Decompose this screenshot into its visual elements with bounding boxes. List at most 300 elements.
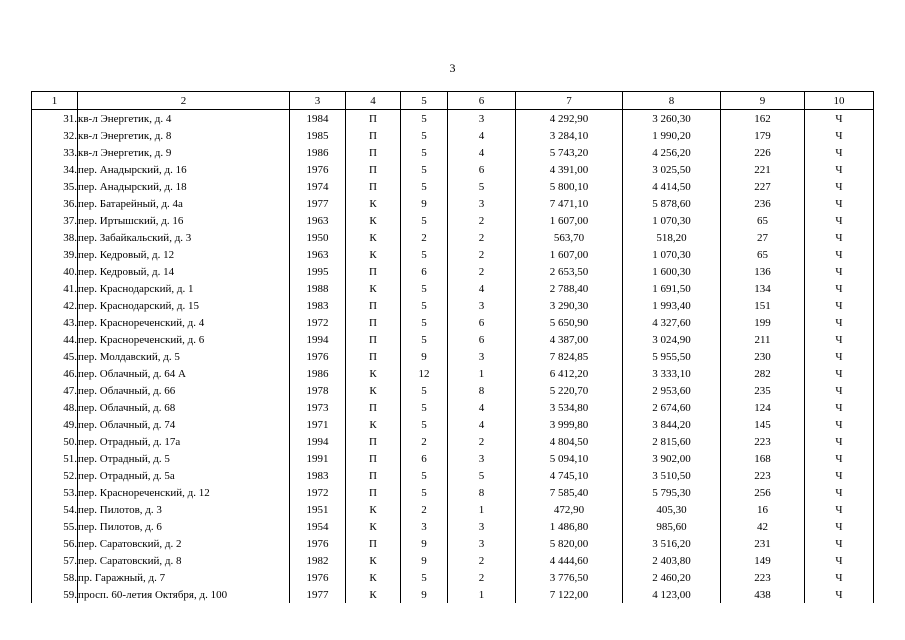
cell-address: пер. Анадырский, д. 18 — [78, 178, 290, 195]
table-row — [32, 297, 874, 314]
table-row — [32, 348, 874, 365]
cell-ownership-type: Ч — [805, 246, 874, 263]
table-row — [32, 484, 874, 501]
cell-entrances: 4 — [448, 127, 516, 144]
cell-floors: 5 — [401, 314, 448, 331]
cell-ownership-type: Ч — [805, 399, 874, 416]
cell-row-number: 53. — [32, 484, 78, 501]
table-body — [32, 110, 874, 604]
cell-entrances: 3 — [448, 450, 516, 467]
cell-address: пер. Иртышский, д. 16 — [78, 212, 290, 229]
cell-wall-material: П — [346, 144, 401, 161]
cell-living-area: 4 123,00 — [623, 586, 721, 603]
cell-address: пер. Облачный, д. 74 — [78, 416, 290, 433]
cell-entrances: 2 — [448, 212, 516, 229]
cell-wall-material: П — [346, 331, 401, 348]
cell-row-number: 44. — [32, 331, 78, 348]
cell-living-area: 1 070,30 — [623, 212, 721, 229]
cell-residents: 199 — [721, 314, 805, 331]
cell-row-number: 48. — [32, 399, 78, 416]
cell-floors: 5 — [401, 110, 448, 128]
cell-living-area: 2 953,60 — [623, 382, 721, 399]
cell-ownership-type: Ч — [805, 569, 874, 586]
cell-address: просп. 60-летия Октября, д. 100 — [78, 586, 290, 603]
cell-total-area: 3 534,80 — [516, 399, 623, 416]
cell-year-built: 1971 — [290, 416, 346, 433]
cell-wall-material: К — [346, 212, 401, 229]
cell-entrances: 8 — [448, 484, 516, 501]
cell-year-built: 1977 — [290, 195, 346, 212]
cell-residents: 211 — [721, 331, 805, 348]
cell-row-number: 54. — [32, 501, 78, 518]
cell-year-built: 1974 — [290, 178, 346, 195]
cell-row-number: 50. — [32, 433, 78, 450]
cell-row-number: 36. — [32, 195, 78, 212]
cell-year-built: 1973 — [290, 399, 346, 416]
table-row — [32, 127, 874, 144]
column-header: 10 — [805, 92, 874, 110]
cell-total-area: 2 653,50 — [516, 263, 623, 280]
cell-address: пер. Облачный, д. 66 — [78, 382, 290, 399]
cell-total-area: 7 471,10 — [516, 195, 623, 212]
cell-wall-material: К — [346, 569, 401, 586]
table-row — [32, 552, 874, 569]
cell-residents: 226 — [721, 144, 805, 161]
cell-residents: 124 — [721, 399, 805, 416]
cell-row-number: 52. — [32, 467, 78, 484]
table-row — [32, 110, 874, 128]
cell-address: кв-л Энергетик, д. 4 — [78, 110, 290, 128]
cell-floors: 9 — [401, 195, 448, 212]
cell-wall-material: К — [346, 416, 401, 433]
cell-ownership-type: Ч — [805, 263, 874, 280]
cell-ownership-type: Ч — [805, 127, 874, 144]
cell-living-area: 1 691,50 — [623, 280, 721, 297]
cell-ownership-type: Ч — [805, 229, 874, 246]
cell-address: пер. Пилотов, д. 3 — [78, 501, 290, 518]
cell-living-area: 3 333,10 — [623, 365, 721, 382]
cell-entrances: 2 — [448, 569, 516, 586]
cell-total-area: 5 220,70 — [516, 382, 623, 399]
cell-entrances: 1 — [448, 501, 516, 518]
cell-residents: 236 — [721, 195, 805, 212]
cell-row-number: 40. — [32, 263, 78, 280]
cell-address: пер. Саратовский, д. 8 — [78, 552, 290, 569]
cell-year-built: 1950 — [290, 229, 346, 246]
cell-residents: 256 — [721, 484, 805, 501]
cell-wall-material: К — [346, 246, 401, 263]
cell-residents: 235 — [721, 382, 805, 399]
cell-entrances: 2 — [448, 246, 516, 263]
cell-row-number: 32. — [32, 127, 78, 144]
column-header: 8 — [623, 92, 721, 110]
cell-entrances: 6 — [448, 161, 516, 178]
cell-address: пер. Батарейный, д. 4а — [78, 195, 290, 212]
table-row — [32, 535, 874, 552]
cell-row-number: 49. — [32, 416, 78, 433]
cell-total-area: 5 743,20 — [516, 144, 623, 161]
cell-entrances: 6 — [448, 331, 516, 348]
cell-residents: 282 — [721, 365, 805, 382]
cell-living-area: 1 600,30 — [623, 263, 721, 280]
cell-row-number: 42. — [32, 297, 78, 314]
cell-total-area: 563,70 — [516, 229, 623, 246]
cell-wall-material: К — [346, 586, 401, 603]
cell-residents: 223 — [721, 569, 805, 586]
cell-wall-material: П — [346, 433, 401, 450]
cell-entrances: 3 — [448, 535, 516, 552]
table-row — [32, 569, 874, 586]
cell-wall-material: П — [346, 127, 401, 144]
cell-living-area: 3 260,30 — [623, 110, 721, 128]
cell-living-area: 3 024,90 — [623, 331, 721, 348]
cell-floors: 6 — [401, 450, 448, 467]
column-header: 3 — [290, 92, 346, 110]
cell-entrances: 5 — [448, 178, 516, 195]
cell-entrances: 3 — [448, 348, 516, 365]
table-row — [32, 586, 874, 603]
cell-year-built: 1982 — [290, 552, 346, 569]
cell-entrances: 5 — [448, 467, 516, 484]
cell-living-area: 3 516,20 — [623, 535, 721, 552]
cell-address: пер. Облачный, д. 64 А — [78, 365, 290, 382]
cell-residents: 162 — [721, 110, 805, 128]
cell-ownership-type: Ч — [805, 195, 874, 212]
cell-address: кв-л Энергетик, д. 8 — [78, 127, 290, 144]
cell-address: пер. Отрадный, д. 5а — [78, 467, 290, 484]
cell-row-number: 57. — [32, 552, 78, 569]
column-header: 7 — [516, 92, 623, 110]
cell-wall-material: К — [346, 518, 401, 535]
cell-ownership-type: Ч — [805, 297, 874, 314]
cell-year-built: 1972 — [290, 314, 346, 331]
cell-residents: 231 — [721, 535, 805, 552]
cell-address: пер. Облачный, д. 68 — [78, 399, 290, 416]
cell-ownership-type: Ч — [805, 212, 874, 229]
table-row — [32, 246, 874, 263]
cell-ownership-type: Ч — [805, 467, 874, 484]
cell-row-number: 55. — [32, 518, 78, 535]
cell-total-area: 2 788,40 — [516, 280, 623, 297]
cell-floors: 5 — [401, 212, 448, 229]
table-row — [32, 314, 874, 331]
cell-total-area: 3 776,50 — [516, 569, 623, 586]
cell-year-built: 1963 — [290, 246, 346, 263]
column-header: 9 — [721, 92, 805, 110]
table-row — [32, 178, 874, 195]
cell-ownership-type: Ч — [805, 178, 874, 195]
cell-living-area: 3 902,00 — [623, 450, 721, 467]
cell-address: кв-л Энергетик, д. 9 — [78, 144, 290, 161]
cell-wall-material: П — [346, 110, 401, 128]
cell-wall-material: П — [346, 161, 401, 178]
cell-ownership-type: Ч — [805, 365, 874, 382]
cell-wall-material: К — [346, 501, 401, 518]
cell-floors: 2 — [401, 229, 448, 246]
cell-ownership-type: Ч — [805, 110, 874, 128]
cell-year-built: 1986 — [290, 144, 346, 161]
cell-residents: 223 — [721, 433, 805, 450]
cell-total-area: 1 486,80 — [516, 518, 623, 535]
cell-floors: 5 — [401, 416, 448, 433]
cell-residents: 438 — [721, 586, 805, 603]
column-header: 5 — [401, 92, 448, 110]
cell-wall-material: П — [346, 399, 401, 416]
cell-floors: 5 — [401, 467, 448, 484]
cell-entrances: 2 — [448, 552, 516, 569]
cell-year-built: 1991 — [290, 450, 346, 467]
cell-floors: 5 — [401, 161, 448, 178]
cell-address: пер. Краснореченский, д. 4 — [78, 314, 290, 331]
cell-living-area: 5 955,50 — [623, 348, 721, 365]
table-row — [32, 144, 874, 161]
cell-year-built: 1995 — [290, 263, 346, 280]
cell-ownership-type: Ч — [805, 314, 874, 331]
cell-address: пер. Саратовский, д. 2 — [78, 535, 290, 552]
table-row — [32, 229, 874, 246]
cell-entrances: 3 — [448, 518, 516, 535]
cell-floors: 9 — [401, 552, 448, 569]
cell-row-number: 33. — [32, 144, 78, 161]
cell-wall-material: К — [346, 382, 401, 399]
cell-address: пер. Отрадный, д. 5 — [78, 450, 290, 467]
cell-year-built: 1963 — [290, 212, 346, 229]
cell-row-number: 41. — [32, 280, 78, 297]
housing-registry-table — [31, 91, 874, 603]
cell-wall-material: К — [346, 195, 401, 212]
cell-entrances: 8 — [448, 382, 516, 399]
cell-floors: 5 — [401, 127, 448, 144]
cell-year-built: 1984 — [290, 110, 346, 128]
cell-floors: 2 — [401, 501, 448, 518]
cell-ownership-type: Ч — [805, 144, 874, 161]
cell-total-area: 7 824,85 — [516, 348, 623, 365]
cell-total-area: 4 391,00 — [516, 161, 623, 178]
cell-residents: 221 — [721, 161, 805, 178]
cell-address: пер. Краснореченский, д. 6 — [78, 331, 290, 348]
cell-floors: 5 — [401, 382, 448, 399]
cell-total-area: 4 292,90 — [516, 110, 623, 128]
page-number: 3 — [449, 61, 456, 75]
cell-total-area: 7 585,40 — [516, 484, 623, 501]
cell-residents: 168 — [721, 450, 805, 467]
table-row — [32, 399, 874, 416]
cell-ownership-type: Ч — [805, 535, 874, 552]
cell-row-number: 59. — [32, 586, 78, 603]
cell-entrances: 3 — [448, 195, 516, 212]
cell-living-area: 3 844,20 — [623, 416, 721, 433]
cell-wall-material: П — [346, 314, 401, 331]
cell-floors: 5 — [401, 399, 448, 416]
cell-living-area: 2 403,80 — [623, 552, 721, 569]
cell-floors: 9 — [401, 586, 448, 603]
cell-total-area: 4 444,60 — [516, 552, 623, 569]
cell-floors: 2 — [401, 433, 448, 450]
cell-row-number: 43. — [32, 314, 78, 331]
cell-year-built: 1976 — [290, 569, 346, 586]
cell-address: пер. Кедровый, д. 12 — [78, 246, 290, 263]
cell-year-built: 1983 — [290, 467, 346, 484]
cell-address: пер. Молдавский, д. 5 — [78, 348, 290, 365]
cell-floors: 5 — [401, 246, 448, 263]
cell-residents: 223 — [721, 467, 805, 484]
cell-year-built: 1986 — [290, 365, 346, 382]
cell-floors: 12 — [401, 365, 448, 382]
cell-wall-material: П — [346, 450, 401, 467]
cell-residents: 230 — [721, 348, 805, 365]
cell-living-area: 1 070,30 — [623, 246, 721, 263]
cell-entrances: 2 — [448, 229, 516, 246]
cell-address: пер. Пилотов, д. 6 — [78, 518, 290, 535]
cell-living-area: 3 510,50 — [623, 467, 721, 484]
cell-row-number: 37. — [32, 212, 78, 229]
cell-year-built: 1976 — [290, 348, 346, 365]
cell-total-area: 5 820,00 — [516, 535, 623, 552]
cell-residents: 42 — [721, 518, 805, 535]
cell-residents: 149 — [721, 552, 805, 569]
cell-residents: 65 — [721, 212, 805, 229]
cell-year-built: 1994 — [290, 433, 346, 450]
cell-total-area: 4 387,00 — [516, 331, 623, 348]
table-row — [32, 195, 874, 212]
cell-wall-material: К — [346, 280, 401, 297]
cell-living-area: 1 990,20 — [623, 127, 721, 144]
cell-entrances: 1 — [448, 586, 516, 603]
cell-total-area: 472,90 — [516, 501, 623, 518]
cell-living-area: 3 025,50 — [623, 161, 721, 178]
cell-row-number: 39. — [32, 246, 78, 263]
cell-living-area: 5 795,30 — [623, 484, 721, 501]
cell-row-number: 46. — [32, 365, 78, 382]
cell-entrances: 4 — [448, 144, 516, 161]
table-row — [32, 450, 874, 467]
cell-total-area: 7 122,00 — [516, 586, 623, 603]
cell-year-built: 1954 — [290, 518, 346, 535]
cell-ownership-type: Ч — [805, 161, 874, 178]
cell-living-area: 1 993,40 — [623, 297, 721, 314]
cell-year-built: 1994 — [290, 331, 346, 348]
cell-year-built: 1977 — [290, 586, 346, 603]
cell-residents: 151 — [721, 297, 805, 314]
table-row — [32, 467, 874, 484]
cell-wall-material: П — [346, 484, 401, 501]
cell-floors: 5 — [401, 569, 448, 586]
cell-row-number: 56. — [32, 535, 78, 552]
cell-address: пр. Гаражный, д. 7 — [78, 569, 290, 586]
cell-ownership-type: Ч — [805, 382, 874, 399]
cell-residents: 179 — [721, 127, 805, 144]
cell-wall-material: П — [346, 263, 401, 280]
cell-floors: 5 — [401, 178, 448, 195]
cell-row-number: 47. — [32, 382, 78, 399]
cell-total-area: 5 650,90 — [516, 314, 623, 331]
cell-wall-material: К — [346, 552, 401, 569]
table-header-row — [32, 92, 874, 110]
cell-ownership-type: Ч — [805, 280, 874, 297]
cell-floors: 5 — [401, 331, 448, 348]
table-row — [32, 416, 874, 433]
cell-residents: 227 — [721, 178, 805, 195]
cell-address: пер. Забайкальский, д. 3 — [78, 229, 290, 246]
table-row — [32, 263, 874, 280]
cell-entrances: 3 — [448, 110, 516, 128]
cell-floors: 3 — [401, 518, 448, 535]
cell-residents: 16 — [721, 501, 805, 518]
cell-total-area: 5 094,10 — [516, 450, 623, 467]
cell-row-number: 35. — [32, 178, 78, 195]
cell-year-built: 1978 — [290, 382, 346, 399]
cell-row-number: 31. — [32, 110, 78, 128]
cell-living-area: 2 460,20 — [623, 569, 721, 586]
cell-living-area: 2 815,60 — [623, 433, 721, 450]
cell-year-built: 1976 — [290, 535, 346, 552]
cell-row-number: 34. — [32, 161, 78, 178]
cell-wall-material: П — [346, 297, 401, 314]
cell-living-area: 4 414,50 — [623, 178, 721, 195]
cell-wall-material: П — [346, 535, 401, 552]
cell-living-area: 4 256,20 — [623, 144, 721, 161]
cell-year-built: 1951 — [290, 501, 346, 518]
cell-total-area: 1 607,00 — [516, 246, 623, 263]
cell-entrances: 4 — [448, 280, 516, 297]
cell-entrances: 2 — [448, 433, 516, 450]
cell-living-area: 2 674,60 — [623, 399, 721, 416]
cell-address: пер. Анадырский, д. 16 — [78, 161, 290, 178]
cell-living-area: 5 878,60 — [623, 195, 721, 212]
cell-ownership-type: Ч — [805, 348, 874, 365]
cell-living-area: 518,20 — [623, 229, 721, 246]
cell-entrances: 6 — [448, 314, 516, 331]
cell-address: пер. Отрадный, д. 17а — [78, 433, 290, 450]
cell-ownership-type: Ч — [805, 586, 874, 603]
table-row — [32, 161, 874, 178]
cell-ownership-type: Ч — [805, 518, 874, 535]
cell-entrances: 4 — [448, 416, 516, 433]
column-header: 1 — [32, 92, 78, 110]
cell-entrances: 1 — [448, 365, 516, 382]
cell-ownership-type: Ч — [805, 331, 874, 348]
cell-residents: 134 — [721, 280, 805, 297]
cell-floors: 5 — [401, 297, 448, 314]
column-header: 2 — [78, 92, 290, 110]
cell-entrances: 3 — [448, 297, 516, 314]
cell-floors: 6 — [401, 263, 448, 280]
cell-row-number: 51. — [32, 450, 78, 467]
cell-wall-material: К — [346, 229, 401, 246]
cell-year-built: 1976 — [290, 161, 346, 178]
cell-year-built: 1988 — [290, 280, 346, 297]
cell-entrances: 2 — [448, 263, 516, 280]
cell-row-number: 45. — [32, 348, 78, 365]
cell-wall-material: П — [346, 178, 401, 195]
cell-total-area: 1 607,00 — [516, 212, 623, 229]
cell-floors: 5 — [401, 280, 448, 297]
table-row — [32, 382, 874, 399]
cell-row-number: 58. — [32, 569, 78, 586]
table-row — [32, 433, 874, 450]
table-row — [32, 280, 874, 297]
table-row — [32, 331, 874, 348]
cell-wall-material: К — [346, 365, 401, 382]
cell-ownership-type: Ч — [805, 484, 874, 501]
cell-total-area: 4 804,50 — [516, 433, 623, 450]
cell-ownership-type: Ч — [805, 450, 874, 467]
column-header: 6 — [448, 92, 516, 110]
cell-residents: 27 — [721, 229, 805, 246]
cell-total-area: 6 412,20 — [516, 365, 623, 382]
cell-year-built: 1972 — [290, 484, 346, 501]
cell-address: пер. Краснодарский, д. 15 — [78, 297, 290, 314]
